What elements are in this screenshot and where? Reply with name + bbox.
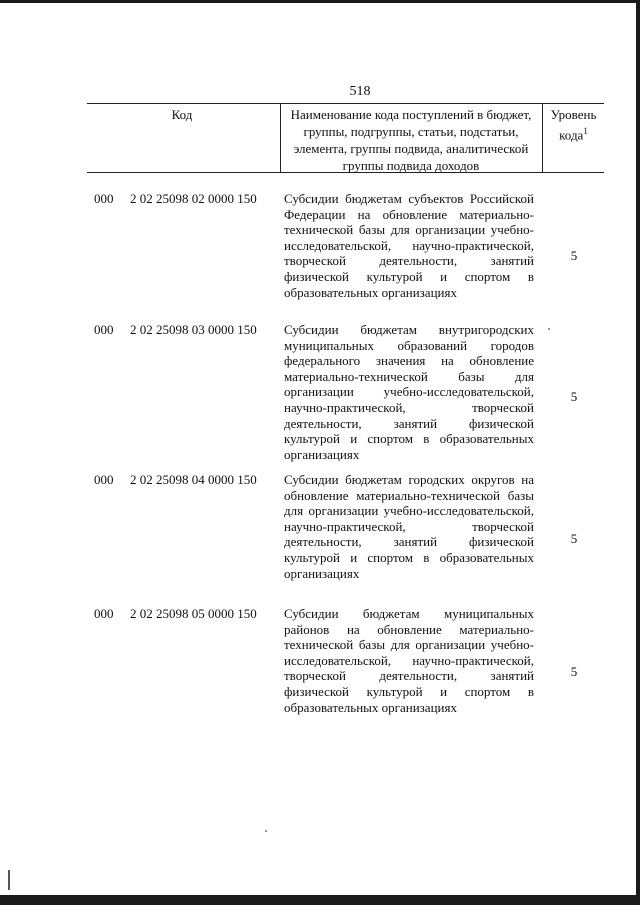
header-level (543, 106, 604, 143)
header-level-footnote: 1 (583, 126, 588, 136)
row-prefix: 000 (94, 606, 114, 621)
row-level: 5 (570, 389, 578, 404)
row-level: 5 (570, 248, 578, 263)
scan-speck (265, 830, 267, 832)
page-number: 518 (349, 84, 371, 99)
row-description: Субсидии бюджетам субъектов Российской Федерации на обновление материально-технической базы для организации учебно-исследовательской, научно-практической, творческой деятельности, занятий физической культурой и спортом в образовательных организациях (284, 191, 534, 300)
row-level: 5 (570, 664, 578, 679)
header-code: Код (171, 107, 193, 122)
scan-border-right (636, 0, 640, 905)
scan-border-bottom (0, 895, 640, 905)
header-name: Наименование кода поступлений в бюджет, группы, подгруппы, статьи, подстатьи, элемента, группы подвида, аналитической группы подвида доходов (290, 107, 532, 173)
header-top-rule (87, 103, 604, 104)
row-code: 2 02 25098 05 0000 150 (130, 606, 257, 621)
row-code: 2 02 25098 03 0000 150 (130, 322, 257, 337)
row-description: Субсидии бюджетам внутригородских муниципальных образований городов федерального значения на обновление материально-технической базы для организации учебно-исследовательской, научно-практической, творческой деятельности, занятий физической культурой и спортом в образовательных организациях (284, 322, 534, 462)
row-prefix: 000 (94, 322, 114, 337)
table-header (87, 103, 604, 173)
scan-speck (548, 328, 550, 330)
row-prefix: 000 (94, 191, 114, 206)
row-description: Субсидии бюджетам городских округов на обновление материально-технической базы для организации учебно-исследовательской, научно-практической, творческой деятельности, занятий физической культурой и спортом в образовательных организациях (284, 472, 534, 581)
row-description: Субсидии бюджетам муниципальных районов на обновление материально-технической базы для организации учебно-исследовательской, научно-практической, творческой деятельности, занятий физической культурой и спортом в образовательных организациях (284, 606, 534, 715)
row-code: 2 02 25098 04 0000 150 (130, 472, 257, 487)
row-code: 2 02 25098 02 0000 150 (130, 191, 257, 206)
row-level: 5 (570, 531, 578, 546)
scan-border-top (0, 0, 640, 3)
row-prefix: 000 (94, 472, 114, 487)
header-level-label: Уровень кода (550, 107, 597, 143)
scan-edge-mark (8, 870, 10, 890)
